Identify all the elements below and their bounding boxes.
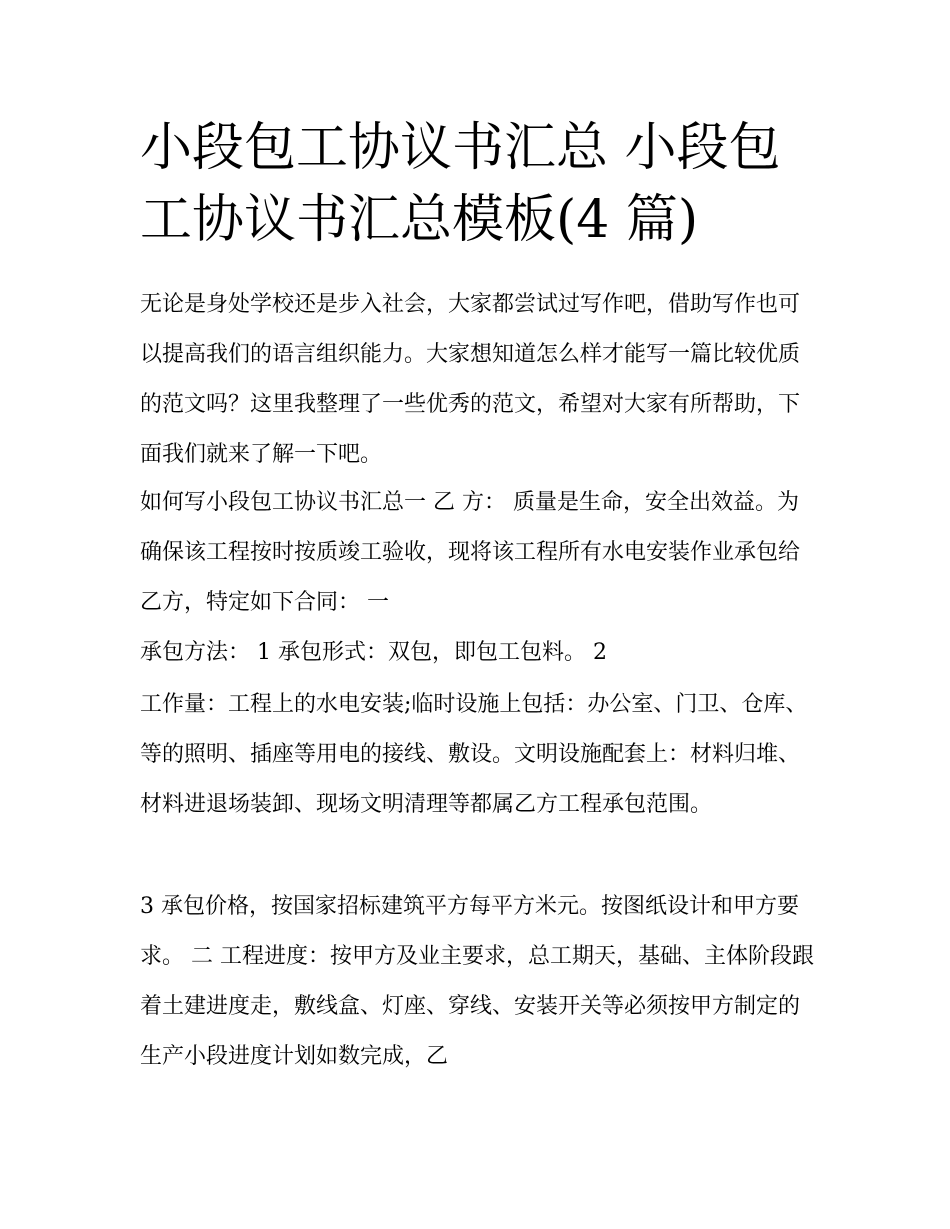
workload-paragraph: 工作量：工程上的水电安装;临时设施上包括：办公室、门卫、仓库、等的照明、插座等用电的接线、敷设。文明设施配套上：材料归堆、材料进退场装卸、现场文明清理等都属乙方工程承包范围。	[140, 692, 808, 817]
agreement-paragraph: 如何写小段包工协议书汇总一 乙 方： 质量是生命，安全出效益。为确保该工程按时按质竣工验收，现将该工程所有水电安装作业承包给乙方，特定如下合同： 一	[140, 490, 801, 615]
price-progress-paragraph: 3 承包价格，按国家招标建筑平方每平方米元。按图纸设计和甲方要求。 二 工程进度：按甲方及业主要求，总工期天，基础、主体阶段跟着土建进度走，敷线盒、灯座、穿线、安装开关等必须按甲方制定的生产小段进度计划如数完成，乙	[140, 894, 814, 1069]
contract-method-paragraph: 承包方法： 1 承包形式：双包，即包工包料。 2	[140, 640, 607, 665]
intro-paragraph: 无论是身处学校还是步入社会，大家都尝试过写作吧，借助写作也可以提高我们的语言组织能力。大家想知道怎么样才能写一篇比较优质的范文吗？这里我整理了一些优秀的范文，希望对大家有所帮助，下面我们就来了解一下吧。	[140, 292, 801, 467]
document-title: 小段包工协议书汇总 小段包工协议书汇总模板(4 篇)	[140, 118, 781, 250]
